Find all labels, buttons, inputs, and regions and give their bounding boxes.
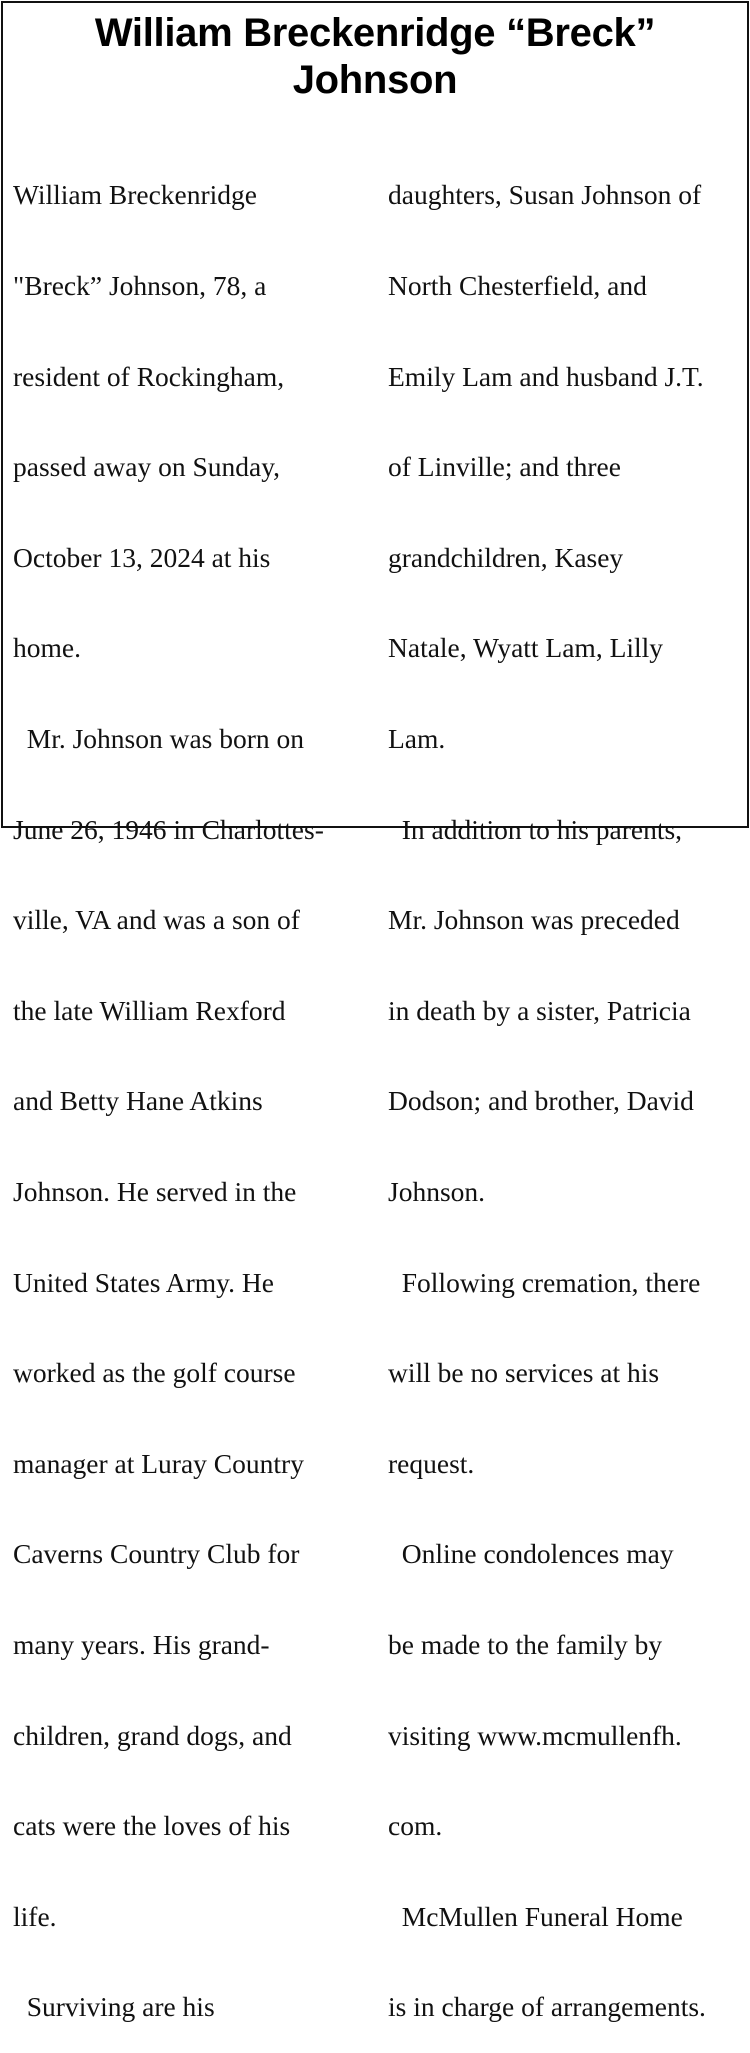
text-line: resident of Rockingham, [13,360,285,392]
text-line: and Betty Hane Atkins [13,1085,263,1117]
text-line: passed away on Sunday, [13,451,281,483]
text-line: June 26, 1946 in Charlottes- [13,813,324,845]
text-line: the late William Rexford [13,994,286,1026]
text-line: William Breckenridge [13,179,258,211]
text-line: daughters, Susan Johnson of [388,179,702,211]
text-line: Online condolences may [388,1538,674,1570]
text-line: Lam. [388,722,446,754]
text-line: McMullen Funeral Home [388,1900,683,1932]
text-line: many years. His grand- [13,1628,270,1660]
text-line: request. [388,1447,475,1479]
text-line: "Breck” Johnson, 78, a [13,270,267,301]
headline-line-2: Johnson [292,58,458,102]
text-line: In addition to his parents, [388,813,683,845]
obituary-headline [0,10,750,104]
text-line: Surviving are his [13,1991,215,2023]
text-line: Emily Lam and husband J.T. [388,360,704,392]
text-line: children, grand dogs, and [13,1719,292,1751]
text-line: com. [388,1810,443,1842]
text-line: home. [13,632,81,664]
text-line: North Chesterfield, and [388,270,647,301]
text-line: cats were the loves of his [13,1810,291,1842]
text-line: Natale, Wyatt Lam, Lilly [388,632,664,664]
text-line: Mr. Johnson was preceded [388,904,680,936]
text-line: in death by a sister, Patricia [388,994,691,1026]
text-line: be made to the family by [388,1628,663,1660]
text-line: grandchildren, Kasey [388,541,624,573]
text-line: life. [13,1900,57,1932]
text-line: Mr. Johnson was born on [13,722,305,754]
text-line: manager at Luray Country [13,1447,304,1479]
text-line: October 13, 2024 at his [13,541,271,573]
text-line: visiting www.mcmullenfh. [388,1719,682,1751]
text-line: Johnson. He served in the [13,1175,297,1207]
headline-line-1: William Breckenridge “Breck” [94,11,656,55]
text-line: United States Army. He [13,1266,274,1298]
text-line: worked as the golf course [13,1357,296,1389]
text-line: of Linville; and three [388,451,621,483]
text-line: Dodson; and brother, David [388,1085,694,1117]
text-line: Caverns Country Club for [13,1538,300,1570]
body-column-left [13,120,373,2053]
text-line: ville, VA and was a son of [13,904,300,936]
text-line: Following cremation, there [388,1266,701,1298]
text-line: is in charge of arrangements. [388,1991,706,2023]
text-line: will be no services at his [388,1357,660,1389]
body-column-right [388,120,743,2053]
text-line: Johnson. [388,1175,486,1207]
